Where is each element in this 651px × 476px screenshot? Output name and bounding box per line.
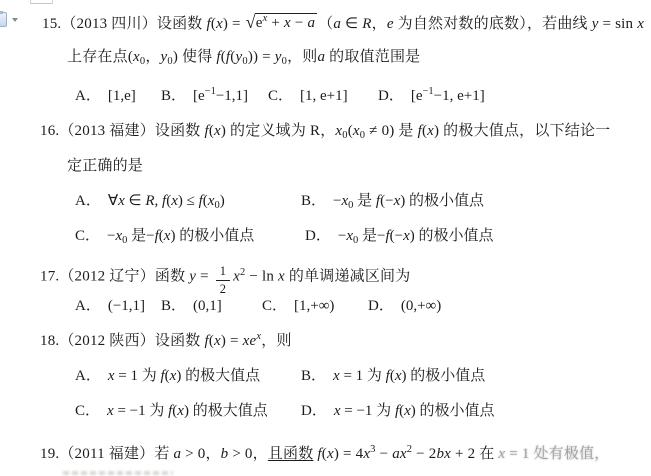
- option-label: B．: [301, 193, 327, 209]
- option-text: (−1,1]: [107, 298, 146, 314]
- option-text: x = 1 为 f(x) 的极小值点: [333, 368, 486, 384]
- option-text: [$e^{-1}-1$, e+1]: [410, 86, 485, 104]
- option-label: C．: [75, 228, 101, 244]
- question-16-line-1: 16.（2013 福建）设函数 f(x) 的定义域为 R，$x_0(x_0 \ne 0)$ 是 f(x) 的极大值点，以下结论一: [40, 123, 611, 141]
- clipboard-paste-icon: [0, 12, 7, 27]
- cropped-ui-fragment: [30, 0, 53, 4]
- q16-option-a: [75, 192, 225, 212]
- q18-option-c: [75, 402, 268, 421]
- cropped-next-line-fragment: [63, 471, 173, 475]
- option-text: (0,1]: [193, 298, 222, 314]
- question-15-line-2: 上存在点($x_0$，$y_0$) 使得 $f(f(y_0)) = y_0$，则a 的取值范围是: [67, 49, 421, 67]
- option-text: $-x_0$ 是 f(−x) 的极小值点: [333, 193, 484, 211]
- option-label: A．: [75, 368, 101, 384]
- q18-option-b: [301, 367, 485, 386]
- option-text: ∀x ∈ R, $f(x) \le f(x_0)$: [107, 193, 225, 211]
- clipboard-clip: [0, 11, 3, 14]
- option-text: (0,+∞): [400, 298, 442, 314]
- q16-option-d: [305, 227, 494, 247]
- q17-option-d: [368, 297, 441, 316]
- option-text: [1,e]: [107, 88, 136, 104]
- option-text: [1,+∞): [294, 298, 335, 314]
- option-label: A．: [75, 88, 101, 104]
- option-text: $-x_0$ 是−f(x) 的极小值点: [107, 228, 255, 246]
- option-text: $-x_0$ 是−f(−x) 的极小值点: [337, 228, 494, 246]
- option-text: x = −1 为 f(x) 的极小值点: [333, 403, 495, 419]
- paste-options-button[interactable]: [0, 12, 18, 27]
- option-label: D．: [305, 228, 331, 244]
- option-label: C．: [262, 298, 288, 314]
- q17-option-a: [75, 297, 145, 316]
- option-label: B．: [161, 298, 187, 314]
- q15-option-b: [161, 87, 248, 107]
- chevron-down-icon[interactable]: [12, 18, 18, 22]
- q18-option-a: [75, 367, 260, 386]
- option-label: D．: [378, 88, 404, 104]
- option-text: $[e^{-1}-1,1]$: [193, 86, 249, 104]
- option-label: D．: [301, 403, 327, 419]
- question-18-line-1: 18.（2012 陕西）设函数 $f(x) = xe^x$，则: [40, 331, 292, 349]
- q18-option-d: [301, 402, 495, 421]
- option-label: B．: [301, 368, 327, 384]
- option-text: x = 1 为 f(x) 的极大值点: [107, 368, 261, 384]
- q17-option-c: [262, 297, 334, 316]
- q17-option-b: [161, 297, 222, 316]
- option-label: B．: [161, 88, 187, 104]
- q15-option-d: [378, 87, 485, 107]
- q15-option-c: [268, 87, 348, 106]
- option-label: C．: [75, 403, 101, 419]
- option-text: x = −1 为 f(x) 的极大值点: [107, 403, 268, 419]
- option-label: C．: [268, 88, 294, 104]
- q16-option-c: [75, 227, 254, 247]
- option-label: A．: [75, 193, 101, 209]
- question-16-line-2: 定正确的是: [67, 158, 144, 174]
- q16-option-b: [301, 192, 484, 212]
- option-label: A．: [75, 298, 101, 314]
- option-label: D．: [368, 298, 394, 314]
- question-19-line-1: 19.（2011 福建）若 a > 0，b > 0，且函数 $f(x) = 4x^3 - ax^2 - 2bx + 2$ 在 x = 1 处有极值，: [40, 444, 610, 462]
- q15-option-a: [75, 87, 136, 106]
- question-17-line-1: 17.（2012 辽宁）函数 y = $\frac{1}{2}$ $x^2 - \ln x$ 的单调递减区间为: [40, 264, 411, 296]
- option-text: [1, e+1]: [300, 88, 348, 104]
- question-15-line-1: 15.（2013 四川）设函数 f(x) = √ $e^x + x - a$ （a ∈ R，e 为自然对数的底数），若曲线 y = sin x: [42, 12, 645, 32]
